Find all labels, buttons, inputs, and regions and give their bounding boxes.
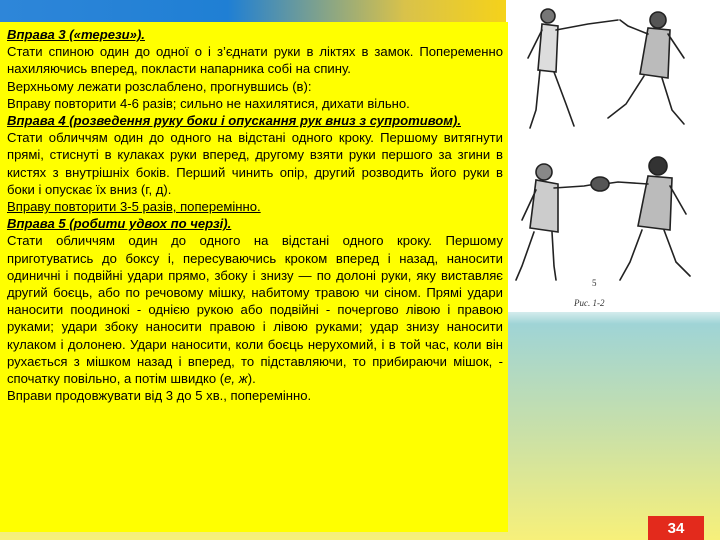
exercise-4-title: Вправа 4 (розведення руку боки і опускання рук вниз з супротивом). (7, 113, 461, 129)
sparring-illustration (508, 0, 720, 312)
figure-illustrations (508, 0, 720, 312)
fighter-lower-right (604, 157, 690, 280)
exercise-3-title: Вправа 3 («терези»). (7, 27, 145, 42)
exercise-3-text: Стати спиною один до одної о і з’єднати руки в ліктях в замок. Попеременно нахиляючись вперед, покласти напарника собі на спину. (7, 44, 503, 77)
exercise-5-title: Вправа 5 (робити удвох по черзі). (7, 216, 232, 232)
exercise-5-text: Стати обличчям один до одного на відстані одного кроку. Першому приготуватись до боксу і, пересуваючись кроком вперед і назад, наносити одиничні і подвійні удари прямо, збоку і знизу — по долоні руки, яку виставляє другий боєць, або по речовому мішку, набитому травою чи сіном. Прямі удари наносити поодинокі - однією рукою або подвійні - почергово лівою і правою руками; удари збоку наносити правою і лівою руками; удар знизу наносити кулаком і долонею. Удари наносити, коли боєць нерухомий, і в той час, коли він рухається з мішком назад і вперед, то підставляючи, то прибираючи мішок, - спочатку повільно, а потім швидко (е, ж). (7, 233, 503, 387)
fighter-upper-right (608, 12, 684, 124)
figure-label-5: 5 (592, 278, 597, 288)
exercise-4-text: Стати обличчям один до одного на відстані одного кроку. Першому витягнути прямі, стиснуті в кулаках руки вперед, другому взяти руки першого за згини в кистях з внутрішніх боків. Перший чинить опір, другий розводить його руки в боки і опускає їх вниз (г, д). (7, 130, 503, 197)
exercise-3-text-2: Верхньому лежати розслаблено, прогнувшись (в): (7, 78, 312, 94)
exercise-4-text-2: Вправу повторити 3-5 разів, поперемінно. (7, 199, 261, 215)
figure-caption: Рис. 1-2 (574, 298, 605, 308)
fighter-lower-left (516, 164, 596, 280)
exercise-5-text-2: Вправи продовжувати від 3 до 5 хв., поперемінно. (7, 388, 312, 404)
fighter-upper-left (528, 9, 618, 128)
exercise-3-text-3: Вправу повторити 4-6 разів; сильно не нахилятися, дихати вільно. (7, 95, 410, 111)
bag-or-mitt (591, 177, 609, 191)
text-panel (0, 22, 508, 532)
page-number: 34 (648, 516, 704, 540)
title-band (0, 0, 506, 22)
